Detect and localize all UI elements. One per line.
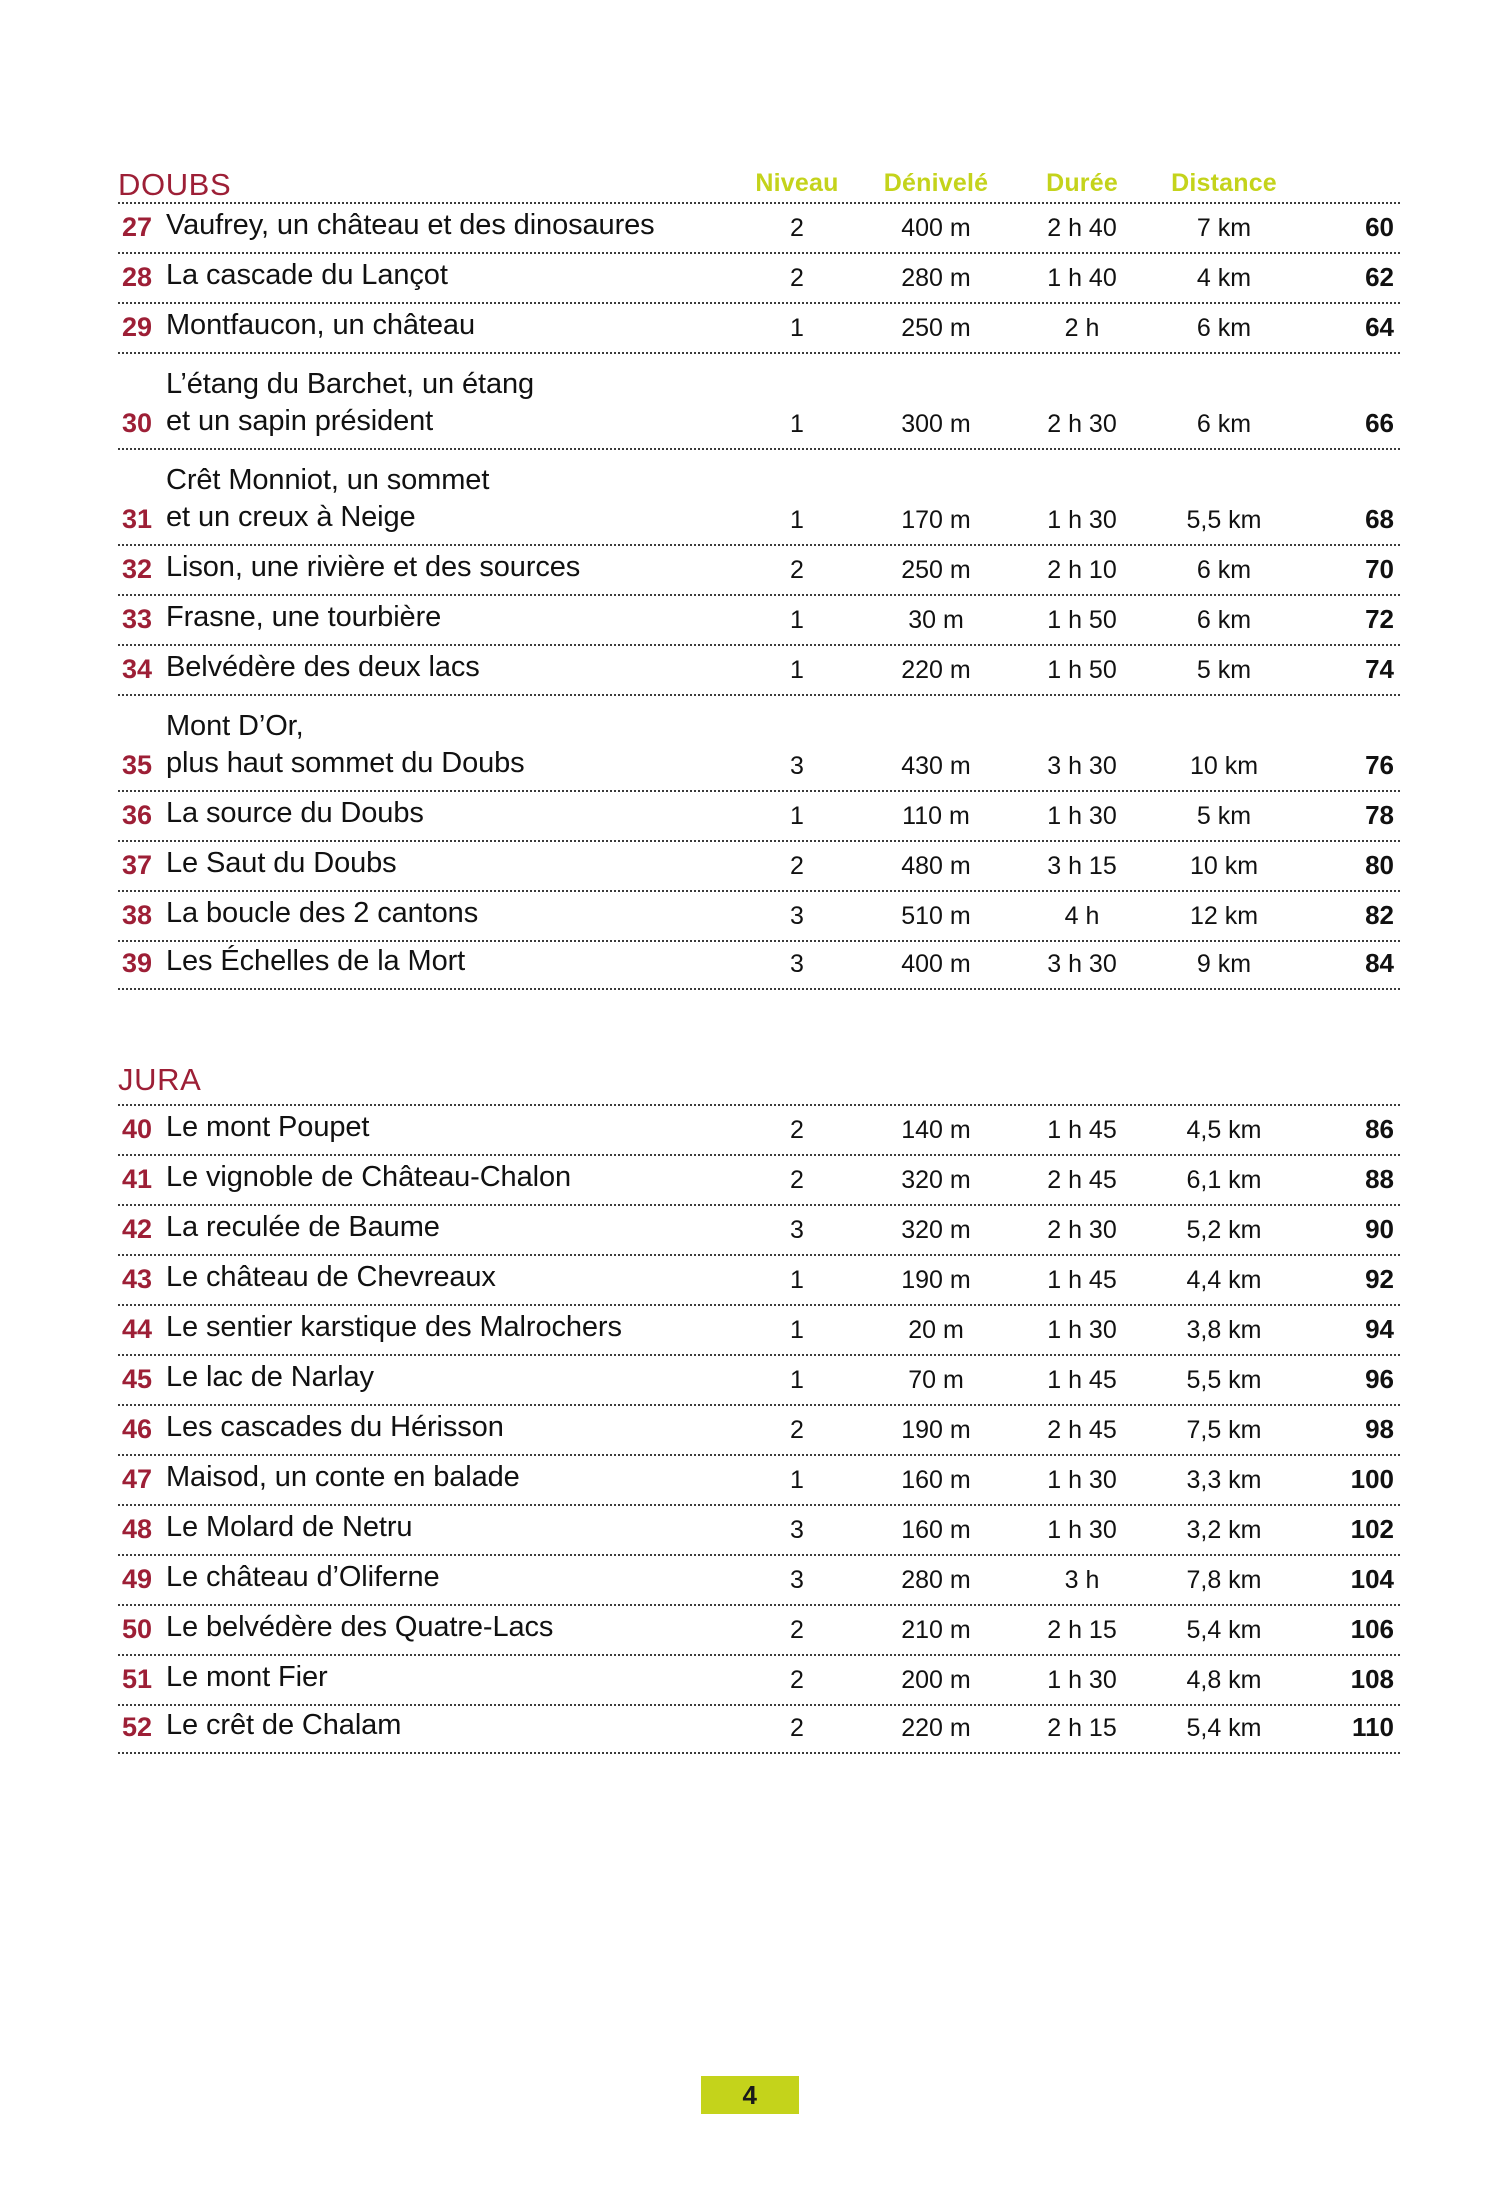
row-niveau: 2 <box>790 1714 804 1742</box>
row-page-number: 74 <box>1365 653 1394 684</box>
table-row[interactable] <box>118 1304 1400 1354</box>
row-denivele: 220 m <box>901 1714 971 1742</box>
row-page-number: 78 <box>1365 799 1394 830</box>
row-denivele: 170 m <box>901 506 971 534</box>
column-header-page <box>1300 198 1400 202</box>
row-title-line1: Mont D’Or, <box>166 709 304 742</box>
row-niveau: 1 <box>790 1266 804 1294</box>
row-number: 41 <box>121 1164 152 1195</box>
row-title-line1: Le Molard de Netru <box>166 1511 413 1544</box>
row-denivele: 200 m <box>901 1666 971 1694</box>
row-title <box>166 207 738 252</box>
table-row[interactable] <box>118 302 1400 352</box>
row-denivele: 110 m <box>902 802 970 830</box>
row-distance: 5 km <box>1196 656 1252 684</box>
row-distance: 9 km <box>1196 950 1252 978</box>
table-row[interactable] <box>118 694 1400 790</box>
column-header-duree: Durée <box>1046 169 1118 197</box>
row-distance: 12 km <box>1189 902 1259 930</box>
table-row[interactable] <box>118 1504 1400 1554</box>
table-row[interactable] <box>118 890 1400 940</box>
row-title-line1: Le vignoble de Château-Chalon <box>166 1161 572 1194</box>
row-title <box>166 599 738 644</box>
row-niveau: 2 <box>790 1666 804 1694</box>
table-header-row <box>118 140 1400 202</box>
row-title <box>166 307 738 352</box>
row-duree: 2 h 15 <box>1047 1616 1117 1644</box>
row-number: 33 <box>121 604 152 635</box>
row-title-line1: La source du Doubs <box>166 797 424 830</box>
row-niveau: 2 <box>790 1166 804 1194</box>
row-distance: 5,4 km <box>1186 1714 1262 1742</box>
row-duree: 1 h 40 <box>1047 264 1117 292</box>
row-duree: 2 h 30 <box>1047 410 1117 438</box>
row-duree: 2 h 40 <box>1047 214 1117 242</box>
row-title-line1: Crêt Monniot, un sommet <box>166 463 490 496</box>
row-denivele: 320 m <box>901 1216 971 1244</box>
row-duree: 2 h 45 <box>1047 1166 1117 1194</box>
row-page-number: 70 <box>1365 553 1394 584</box>
column-header-denivele: Dénivelé <box>883 169 989 197</box>
row-duree: 4 h <box>1064 902 1100 930</box>
row-denivele: 280 m <box>901 1566 971 1594</box>
row-niveau: 3 <box>790 1516 804 1544</box>
row-niveau: 1 <box>790 506 804 534</box>
row-number: 44 <box>121 1314 152 1345</box>
row-niveau: 3 <box>790 902 804 930</box>
row-page-number: 76 <box>1365 749 1394 780</box>
section-spacer <box>118 990 1400 1064</box>
row-denivele: 250 m <box>901 314 971 342</box>
row-page-number: 104 <box>1350 1563 1394 1594</box>
row-title-line1: Montfaucon, un château <box>166 309 475 342</box>
row-denivele: 140 m <box>901 1116 971 1144</box>
row-number: 34 <box>121 654 152 685</box>
row-page-number: 64 <box>1365 311 1394 342</box>
row-number: 47 <box>121 1464 152 1495</box>
row-duree: 1 h 50 <box>1047 606 1117 634</box>
row-distance: 5,2 km <box>1186 1216 1262 1244</box>
row-duree: 2 h 45 <box>1047 1416 1117 1444</box>
row-title <box>166 1359 738 1404</box>
row-distance: 4,8 km <box>1186 1666 1262 1694</box>
section-title-doubs: DOUBS <box>118 167 232 202</box>
row-title-line1: Le crêt de Chalam <box>166 1709 402 1742</box>
row-denivele: 300 m <box>901 410 971 438</box>
row-title <box>166 795 738 840</box>
row-title <box>166 1209 738 1254</box>
table-row[interactable] <box>118 1254 1400 1304</box>
row-title-line1: Vaufrey, un château et des dinosaures <box>166 209 655 242</box>
row-title-line1: Lison, une rivière et des sources <box>166 551 581 584</box>
row-number: 30 <box>121 408 152 439</box>
row-niveau: 3 <box>790 752 804 780</box>
table-row[interactable] <box>118 1654 1400 1704</box>
table-row[interactable] <box>118 252 1400 302</box>
row-denivele: 250 m <box>901 556 971 584</box>
row-number: 28 <box>121 262 152 293</box>
row-title <box>166 649 738 694</box>
row-title <box>166 549 738 594</box>
row-denivele: 400 m <box>901 950 971 978</box>
row-page-number: 68 <box>1365 503 1394 534</box>
row-page-number: 90 <box>1365 1213 1394 1244</box>
row-duree: 2 h 10 <box>1047 556 1117 584</box>
row-duree: 1 h 30 <box>1047 802 1117 830</box>
row-number: 32 <box>121 554 152 585</box>
row-page-number: 60 <box>1365 211 1394 242</box>
row-distance: 5,5 km <box>1186 1366 1262 1394</box>
row-denivele: 220 m <box>901 656 971 684</box>
row-niveau: 2 <box>790 1116 804 1144</box>
row-page-number: 98 <box>1365 1413 1394 1444</box>
table-row[interactable] <box>118 840 1400 890</box>
row-title <box>166 1559 738 1604</box>
row-title-line1: Les cascades du Hérisson <box>166 1411 504 1444</box>
row-denivele: 70 m <box>908 1366 964 1394</box>
row-distance: 5,4 km <box>1186 1616 1262 1644</box>
table-row[interactable] <box>118 790 1400 840</box>
row-page-number: 92 <box>1365 1263 1394 1294</box>
column-header-niveau: Niveau <box>755 169 839 197</box>
page-number-badge: 4 <box>701 2076 799 2114</box>
row-page-number: 100 <box>1350 1463 1394 1494</box>
table-row[interactable] <box>118 352 1400 448</box>
row-page-number: 62 <box>1365 261 1394 292</box>
row-number: 38 <box>121 900 152 931</box>
row-page-number: 66 <box>1365 407 1394 438</box>
section-title-jura: JURA <box>118 1062 202 1097</box>
row-niveau: 1 <box>790 1466 804 1494</box>
row-denivele: 30 m <box>908 606 964 634</box>
row-page-number: 110 <box>1352 1711 1394 1742</box>
row-distance: 6 km <box>1196 556 1252 584</box>
row-title <box>166 257 738 302</box>
section-rows-doubs <box>118 202 1400 990</box>
row-title-line1: Frasne, une tourbière <box>166 601 442 634</box>
row-niveau: 1 <box>790 314 804 342</box>
row-niveau: 1 <box>790 802 804 830</box>
row-distance: 6,1 km <box>1186 1166 1262 1194</box>
row-niveau: 2 <box>790 214 804 242</box>
row-niveau: 3 <box>790 1216 804 1244</box>
row-page-number: 82 <box>1365 899 1394 930</box>
row-title-line1: Le château d’Oliferne <box>166 1561 440 1594</box>
row-distance: 4,4 km <box>1186 1266 1262 1294</box>
row-duree: 1 h 50 <box>1047 656 1117 684</box>
row-title-line2: et un sapin président <box>166 405 434 438</box>
row-distance: 5 km <box>1196 802 1252 830</box>
table-row[interactable] <box>118 544 1400 594</box>
row-number: 27 <box>121 212 152 243</box>
row-title-line1: Maisod, un conte en balade <box>166 1461 520 1494</box>
row-number: 43 <box>121 1264 152 1295</box>
row-denivele: 190 m <box>901 1416 971 1444</box>
row-page-number: 108 <box>1350 1663 1394 1694</box>
column-header-distance: Distance <box>1171 169 1277 197</box>
row-distance: 10 km <box>1189 852 1259 880</box>
row-number: 35 <box>121 750 152 781</box>
row-distance: 6 km <box>1196 410 1252 438</box>
row-number: 36 <box>121 800 152 831</box>
table-row[interactable] <box>118 202 1400 252</box>
row-distance: 6 km <box>1196 606 1252 634</box>
row-title <box>166 895 738 940</box>
row-title-line1: Belvédère des deux lacs <box>166 651 480 684</box>
row-duree: 3 h 15 <box>1047 852 1117 880</box>
row-number: 50 <box>121 1614 152 1645</box>
row-title <box>166 1459 738 1504</box>
table-row[interactable] <box>118 644 1400 694</box>
row-page-number: 84 <box>1365 947 1394 978</box>
row-number: 45 <box>121 1364 152 1395</box>
row-niveau: 2 <box>790 1416 804 1444</box>
row-title-line1: Le lac de Narlay <box>166 1361 374 1394</box>
row-number: 39 <box>121 948 152 979</box>
table-row[interactable] <box>118 594 1400 644</box>
row-denivele: 160 m <box>901 1466 971 1494</box>
row-niveau: 1 <box>790 1366 804 1394</box>
row-number: 29 <box>121 312 152 343</box>
row-title-line1: La reculée de Baume <box>166 1211 440 1244</box>
row-number: 49 <box>121 1564 152 1595</box>
row-niveau: 2 <box>790 264 804 292</box>
row-number: 51 <box>121 1664 152 1695</box>
row-denivele: 160 m <box>901 1516 971 1544</box>
row-duree: 2 h 30 <box>1047 1216 1117 1244</box>
row-title-line1: La cascade du Lançot <box>166 259 448 292</box>
table-row[interactable] <box>118 940 1400 990</box>
row-duree: 3 h <box>1064 1566 1100 1594</box>
row-denivele: 210 m <box>901 1616 971 1644</box>
row-distance: 4,5 km <box>1186 1116 1262 1144</box>
row-distance: 10 km <box>1189 752 1259 780</box>
row-page-number: 86 <box>1365 1113 1394 1144</box>
row-number: 52 <box>121 1712 152 1743</box>
table-row[interactable] <box>118 1454 1400 1504</box>
row-niveau: 1 <box>790 656 804 684</box>
row-title-line1: Le Saut du Doubs <box>166 847 397 880</box>
table-row[interactable] <box>118 448 1400 544</box>
table-row[interactable] <box>118 1154 1400 1204</box>
row-number: 37 <box>121 850 152 881</box>
row-niveau: 3 <box>790 950 804 978</box>
row-number: 46 <box>121 1414 152 1445</box>
row-page-number: 88 <box>1365 1163 1394 1194</box>
page-footer <box>0 2076 1500 2114</box>
row-duree: 3 h 30 <box>1047 950 1117 978</box>
row-denivele: 480 m <box>901 852 971 880</box>
row-niveau: 2 <box>790 556 804 584</box>
row-denivele: 430 m <box>901 752 971 780</box>
toc-content <box>118 140 1400 1754</box>
row-title <box>166 1659 738 1704</box>
row-title-line1: L’étang du Barchet, un étang <box>166 367 535 400</box>
table-row[interactable] <box>118 1204 1400 1254</box>
row-niveau: 3 <box>790 1566 804 1594</box>
row-title <box>166 1609 738 1654</box>
table-row[interactable] <box>118 1104 1400 1154</box>
row-distance: 7,8 km <box>1186 1566 1262 1594</box>
row-page-number: 72 <box>1365 603 1394 634</box>
row-page-number: 94 <box>1365 1313 1394 1344</box>
row-denivele: 280 m <box>901 264 971 292</box>
row-number: 40 <box>121 1114 152 1145</box>
row-title-line1: Le sentier karstique des Malrochers <box>166 1311 622 1344</box>
row-niveau: 1 <box>790 410 804 438</box>
row-title-line1: Les Échelles de la Mort <box>166 945 466 978</box>
row-distance: 4 km <box>1196 264 1252 292</box>
row-duree: 2 h 15 <box>1047 1714 1117 1742</box>
row-number: 48 <box>121 1514 152 1545</box>
row-distance: 3,8 km <box>1186 1316 1262 1344</box>
row-niveau: 1 <box>790 1316 804 1344</box>
row-duree: 1 h 30 <box>1047 1316 1117 1344</box>
row-denivele: 400 m <box>901 214 971 242</box>
row-title <box>166 1109 738 1154</box>
row-title <box>166 1309 738 1354</box>
row-distance: 5,5 km <box>1186 506 1262 534</box>
row-number: 31 <box>121 504 152 535</box>
row-distance: 7 km <box>1196 214 1252 242</box>
row-duree: 1 h 45 <box>1047 1116 1117 1144</box>
row-title <box>166 462 738 544</box>
table-row[interactable] <box>118 1354 1400 1404</box>
row-distance: 6 km <box>1196 314 1252 342</box>
row-title-line2: et un creux à Neige <box>166 501 416 534</box>
row-title <box>166 366 738 448</box>
row-title <box>166 845 738 890</box>
table-row[interactable] <box>118 1404 1400 1454</box>
row-title-line1: Le château de Chevreaux <box>166 1261 496 1294</box>
row-title-line2: plus haut sommet du Doubs <box>166 747 525 780</box>
row-duree: 1 h 45 <box>1047 1366 1117 1394</box>
row-page-number: 80 <box>1365 849 1394 880</box>
row-denivele: 320 m <box>901 1166 971 1194</box>
row-distance: 3,3 km <box>1186 1466 1262 1494</box>
row-number: 42 <box>121 1214 152 1245</box>
row-distance: 3,2 km <box>1186 1516 1262 1544</box>
row-title-line1: Le belvédère des Quatre-Lacs <box>166 1611 554 1644</box>
row-page-number: 102 <box>1350 1513 1394 1544</box>
table-row[interactable] <box>118 1554 1400 1604</box>
table-row[interactable] <box>118 1604 1400 1654</box>
row-duree: 1 h 30 <box>1047 1516 1117 1544</box>
row-duree: 3 h 30 <box>1047 752 1117 780</box>
row-title-line1: Le mont Fier <box>166 1661 328 1694</box>
row-niveau: 1 <box>790 606 804 634</box>
row-niveau: 2 <box>790 1616 804 1644</box>
row-title-line1: Le mont Poupet <box>166 1111 370 1144</box>
row-title <box>166 1159 738 1204</box>
row-title <box>166 1707 738 1752</box>
row-duree: 1 h 30 <box>1047 506 1117 534</box>
row-title <box>166 1259 738 1304</box>
section-rows-jura <box>118 1104 1400 1754</box>
table-row[interactable] <box>118 1704 1400 1754</box>
row-denivele: 510 m <box>901 902 971 930</box>
row-title <box>166 708 738 790</box>
row-distance: 7,5 km <box>1186 1416 1262 1444</box>
row-title <box>166 1509 738 1554</box>
row-duree: 1 h 45 <box>1047 1266 1117 1294</box>
row-denivele: 190 m <box>901 1266 971 1294</box>
row-page-number: 96 <box>1365 1363 1394 1394</box>
row-niveau: 2 <box>790 852 804 880</box>
row-title <box>166 1409 738 1454</box>
row-duree: 2 h <box>1064 314 1100 342</box>
row-denivele: 20 m <box>908 1316 964 1344</box>
row-title-line1: La boucle des 2 cantons <box>166 897 479 930</box>
row-title <box>166 943 738 988</box>
row-duree: 1 h 30 <box>1047 1666 1117 1694</box>
row-duree: 1 h 30 <box>1047 1466 1117 1494</box>
row-page-number: 106 <box>1350 1613 1394 1644</box>
